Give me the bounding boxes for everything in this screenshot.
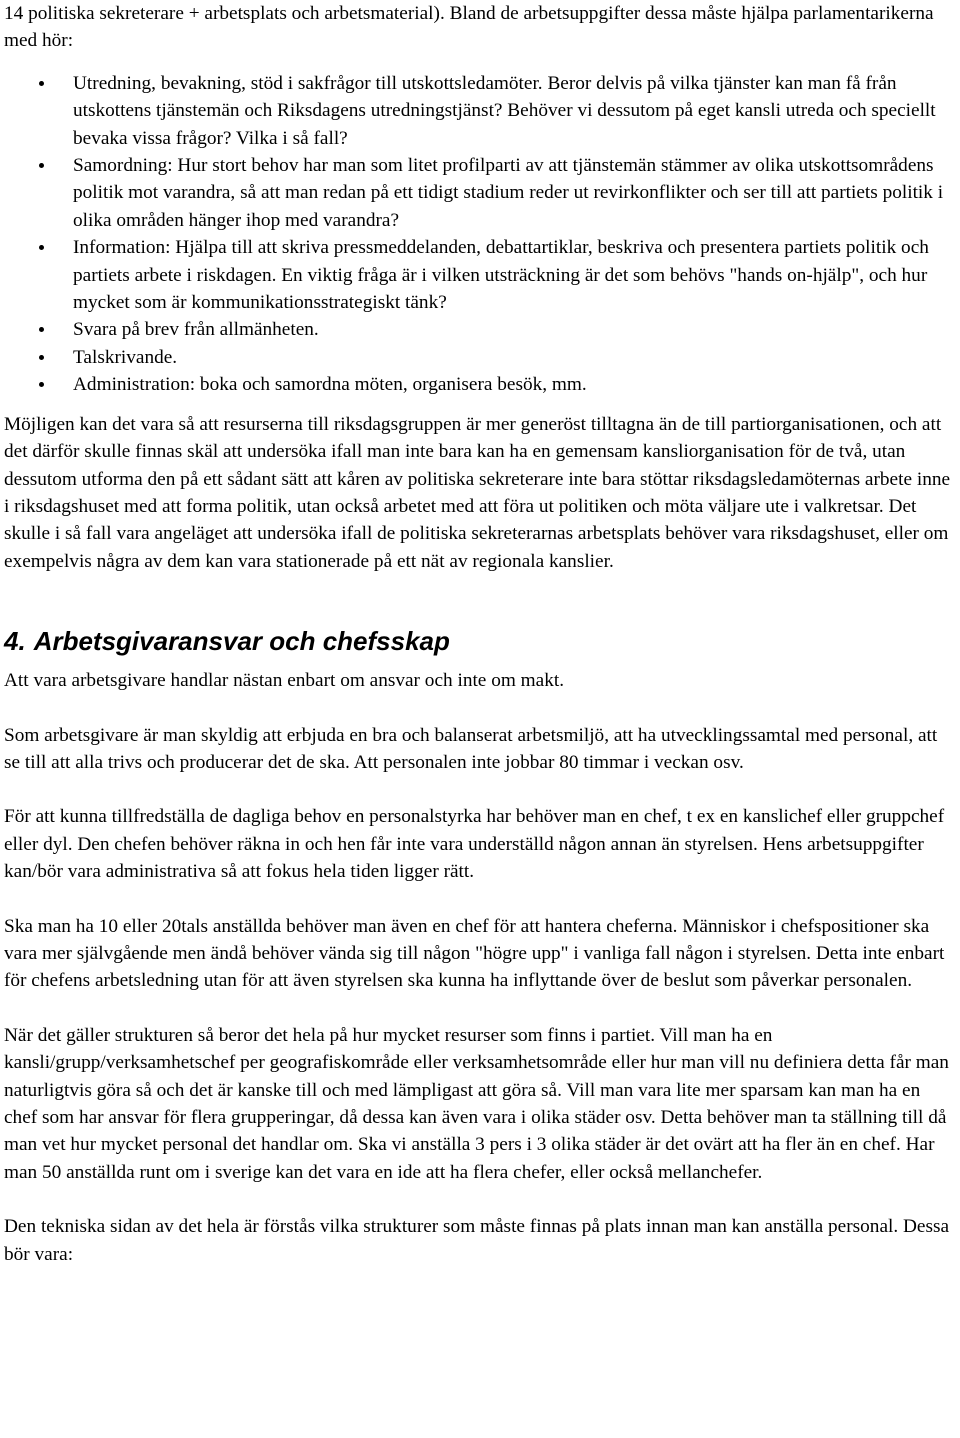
list-item-text: Talskrivande. [73, 346, 178, 368]
section-number: 4. [4, 626, 26, 657]
body-paragraph: Att vara arbetsgivare handlar nästan enbart om ansvar och inte om makt. [4, 670, 565, 692]
task-list [4, 70, 956, 399]
intro-text: 14 politiska sekreterare + arbetsplats och arbetsmaterial). Bland de arbetsuppgifter dessa måste hjälpa parlamentarikerna med hör: [4, 3, 934, 52]
body-paragraph: När det gäller strukturen så beror det hela på hur mycket resurser som finns i partiet. Vill man ha en kansli/grupp/verksamhetschef per geografiskområde eller verksamhetsområde eller hur man vill nu definiera detta får man naturligtvis göra så och det är kanske till och med lämpligast att göra så. Vill man vara lite mer sparsam kan man ha en chef som har ansvar för flera grupperingar, då dessa kan även vara i olika städer osv. Detta behöver man ta ställning till då man vet hur mycket personal det handlar om. Ska vi anställa 3 pers i 3 olika städer är det ovärt att ha fler än en chef. Har man 50 anställda runt om i sverige kan det vara en ide att ha flera chefer, eller också mellanchefer. [4, 1024, 949, 1183]
body-paragraph: Den tekniska sidan av det hela är förstås vilka strukturer som måste finnas på plats innan man kan anställa personal. Dessa bör vara: [4, 1216, 950, 1265]
body-paragraph: För att kunna tillfredställa de dagliga behov en personalstyrka har behöver man en chef, t ex en kanslichef eller gruppchef eller dyl. Den chefen behöver räkna in och hen får inte vara underställd någon annan än styrelsen. Hens arbetsuppgifter kan/bör vara administrativa så att fokus hela tiden ligger rätt. [4, 806, 945, 883]
list-item [4, 316, 956, 343]
list-item-text: Samordning: Hur stort behov har man som litet profilparti av att tjänstemän stämmer av olika utskottsområdens politik mot varandra, så att man redan på ett tidigt stadium reder ut revirkonflikter och ser till att partiets politik i olika områden hänger ihop med varandra? [73, 155, 944, 231]
list-item [4, 70, 956, 152]
list-item [4, 371, 956, 398]
document-page [4, 0, 956, 1294]
list-item-text: Information: Hjälpa till att skriva pressmeddelanden, debattartiklar, beskriva och presentera partiets politik och partiets arbete i riskdagen. En viktig fråga är i vilken utsträckning är det som behövs "hands on-hjälp", och hur mycket som är kommunikationsstrategiskt tänk? [73, 237, 929, 314]
list-item [4, 344, 956, 371]
list-item [4, 152, 956, 234]
body-paragraph: Ska man ha 10 eller 20tals anställda behöver man även en chef för att hantera cheferna. Människor i chefspositioner ska vara mer självgående men ändå behöver vända sig till någon "högre upp" i vanliga fall någon i styrelsen. Detta inte enbart för chefens arbetsledning utan för att även styrelsen ska kunna ha inflyttande över de beslut som påverkar personalen. [4, 915, 945, 992]
list-item [4, 234, 956, 316]
list-item-text: Svara på brev från allmänheten. [73, 319, 319, 341]
section-heading [4, 625, 956, 657]
section-title: Arbetsgivaransvar och chefsskap [33, 626, 450, 657]
list-item-text: Administration: boka och samordna möten, organisera besök, mm. [73, 374, 587, 396]
body-paragraph: Som arbetsgivare är man skyldig att erbjuda en bra och balanserat arbetsmiljö, att ha utvecklingssamtal med personal, att se till att alla trivs och producerar det de ska. Att personalen inte jobbar 80 timmar i veckan osv. [4, 724, 938, 773]
list-item-text: Utredning, bevakning, stöd i sakfrågor till utskottsledamöter. Beror delvis på vilka tjänster kan man få från utskottens tjänstemän och Riksdagens utredningstjänst? Behöver vi dessutom på eget kansli utreda och speciellt bevaka vissa frågor? Vilka i så fall? [73, 72, 936, 149]
resources-paragraph: Möjligen kan det vara så att resurserna till riksdagsgruppen är mer generöst tilltagna än de till partiorganisationen, och att det därför skulle finnas skäl att undersöka ifall man inte bara kan ha en gemensam kansliorganisation för de två, utan dessutom utforma den på ett sådant sätt att kåren av politiska sekreterare inte bara stöttar riksdagsledamöternas arbete inne i riksdagshuset med att forma politik, utan också arbetet med att föra ut politiken och möta väljare ute i valkretsar. Det skulle i så fall vara angeläget att undersöka ifall de politiska sekreterarnas arbetsplats behöver vara riksdagshuset, eller om exempelvis några av dem kan vara stationerade på ett nät av regionala kanslier. [4, 413, 951, 572]
